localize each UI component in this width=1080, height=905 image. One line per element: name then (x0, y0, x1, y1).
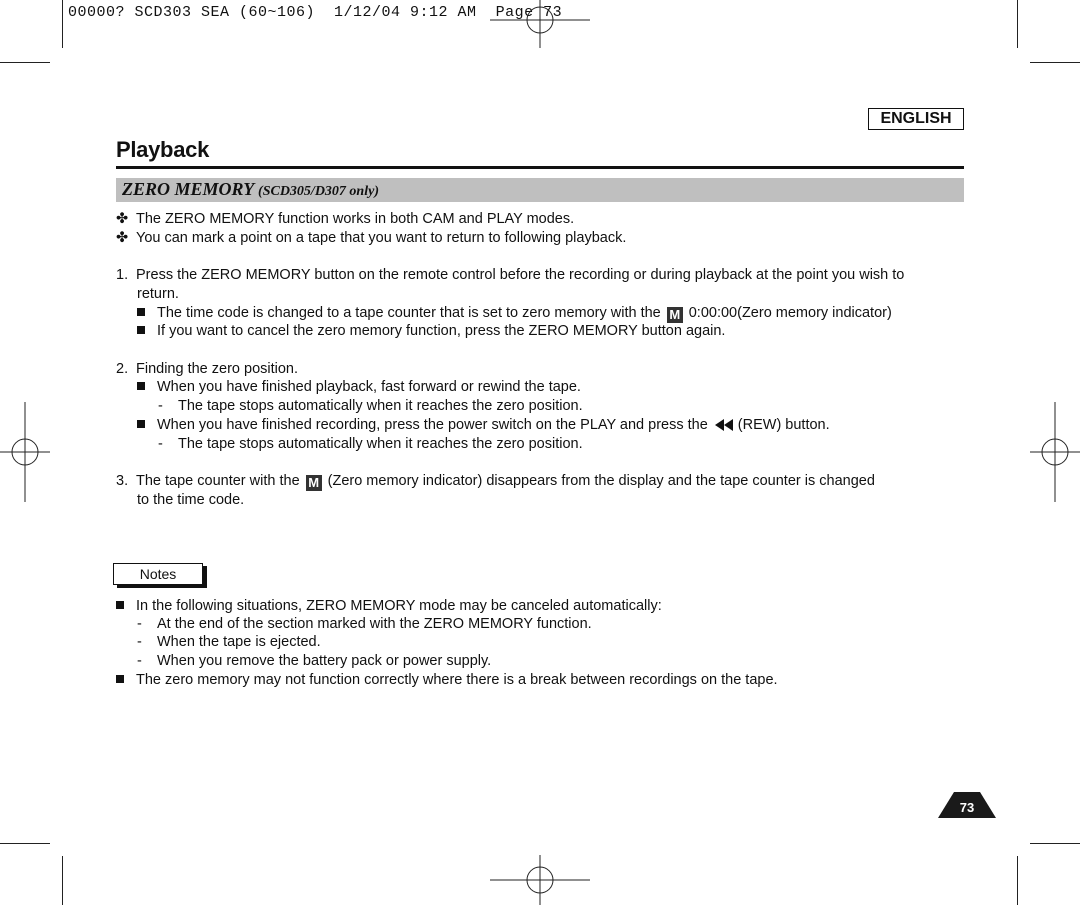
registration-mark-top (490, 0, 590, 48)
rewind-icon (714, 418, 734, 436)
dash-bullet: - (158, 436, 163, 452)
section-title-text: ZERO MEMORY (122, 179, 254, 199)
crop-mark (0, 843, 50, 844)
dash-bullet: - (137, 634, 142, 650)
intro-item (116, 229, 626, 247)
crop-mark (0, 62, 50, 63)
step-1-bullet (137, 304, 892, 323)
step-number: 2. (116, 361, 129, 377)
notes-dash-text: When the tape is ejected. (157, 634, 321, 650)
square-bullet-icon (116, 601, 124, 609)
step-text: Press the ZERO MEMORY button on the remote control before the recording or during playback at the point you wish to (136, 267, 905, 283)
intro-text: The ZERO MEMORY function works in both CAM and PLAY modes. (136, 211, 575, 227)
crop-mark (62, 856, 63, 905)
bullet-text: When you have finished playback, fast forward or rewind the tape. (157, 379, 581, 395)
section-subtitle: (SCD305/D307 only) (258, 184, 379, 199)
title-rule (116, 166, 964, 169)
crop-mark (1017, 0, 1018, 48)
step-text: Finding the zero position. (136, 361, 299, 377)
notes-text: In the following situations, ZERO MEMORY mode may be canceled automatically: (136, 598, 662, 614)
intro-item (116, 210, 574, 228)
step-1 (116, 266, 904, 284)
bullet-text: When you have finished recording, press the power switch on the PLAY and press the (157, 417, 708, 433)
cross-bullet-icon: ✤ (116, 211, 129, 227)
section-header-bar (116, 178, 964, 202)
language-badge: ENGLISH (868, 108, 964, 130)
dash-bullet: - (137, 616, 142, 632)
step-text-after: (Zero memory indicator) disappears from the display and the tape counter is changed (327, 473, 875, 489)
registration-mark-left (0, 402, 50, 502)
notes-bullet (116, 671, 778, 689)
square-bullet-icon (116, 675, 124, 683)
notes-text: The zero memory may not function correctly where there is a break between recordings on the tape. (136, 672, 778, 688)
registration-mark-bottom (490, 855, 590, 905)
notes-dash (137, 615, 592, 633)
step-1-bullet (137, 322, 725, 340)
page-number: 73 (959, 800, 975, 815)
notes-dash (137, 633, 321, 651)
square-bullet-icon (137, 382, 145, 390)
bullet-text-after: (REW) button. (737, 417, 830, 433)
step-2-bullet (137, 378, 581, 396)
step-2-dash (158, 397, 583, 415)
intro-text: You can mark a point on a tape that you want to return to following playback. (136, 230, 627, 246)
step-3-continued: to the time code. (137, 492, 245, 508)
section-title (122, 179, 379, 200)
crop-mark (1017, 856, 1018, 905)
step-3 (116, 472, 875, 491)
dash-bullet: - (158, 398, 163, 414)
zero-memory-indicator-icon: M (306, 475, 322, 491)
notes-tab: Notes (113, 563, 203, 585)
dash-text: The tape stops automatically when it reaches the zero position. (178, 398, 583, 414)
dash-text: The tape stops automatically when it reaches the zero position. (178, 436, 583, 452)
crop-mark (62, 0, 63, 48)
crop-mark (1030, 843, 1080, 844)
bullet-text-after: 0:00:00(Zero memory indicator) (688, 305, 892, 321)
step-2 (116, 360, 298, 378)
notes-dash (137, 652, 491, 670)
step-2-dash (158, 435, 583, 453)
bullet-text: If you want to cancel the zero memory function, press the ZERO MEMORY button again. (157, 323, 726, 339)
page-title: Playback (116, 137, 210, 162)
square-bullet-icon (137, 326, 145, 334)
step-1-continued: return. (137, 286, 179, 302)
notes-dash-text: At the end of the section marked with the ZERO MEMORY function. (157, 616, 592, 632)
cross-bullet-icon: ✤ (116, 230, 129, 246)
notes-bullet (116, 597, 662, 615)
zero-memory-indicator-icon: M (667, 307, 683, 323)
print-slug-header: 00000? SCD303 SEA (60~106) 1/12/04 9:12 AM Page 73 (68, 4, 563, 21)
crop-mark (1030, 62, 1080, 63)
notes-dash-text: When you remove the battery pack or power supply. (157, 653, 492, 669)
bullet-text: The time code is changed to a tape counter that is set to zero memory with the (157, 305, 661, 321)
step-number: 3. (116, 473, 129, 489)
dash-bullet: - (137, 653, 142, 669)
square-bullet-icon (137, 420, 145, 428)
registration-mark-right (1030, 402, 1080, 502)
page-number-badge (938, 792, 996, 818)
step-text: The tape counter with the (136, 473, 300, 489)
step-2-bullet (137, 416, 830, 436)
square-bullet-icon (137, 308, 145, 316)
step-number: 1. (116, 267, 129, 283)
